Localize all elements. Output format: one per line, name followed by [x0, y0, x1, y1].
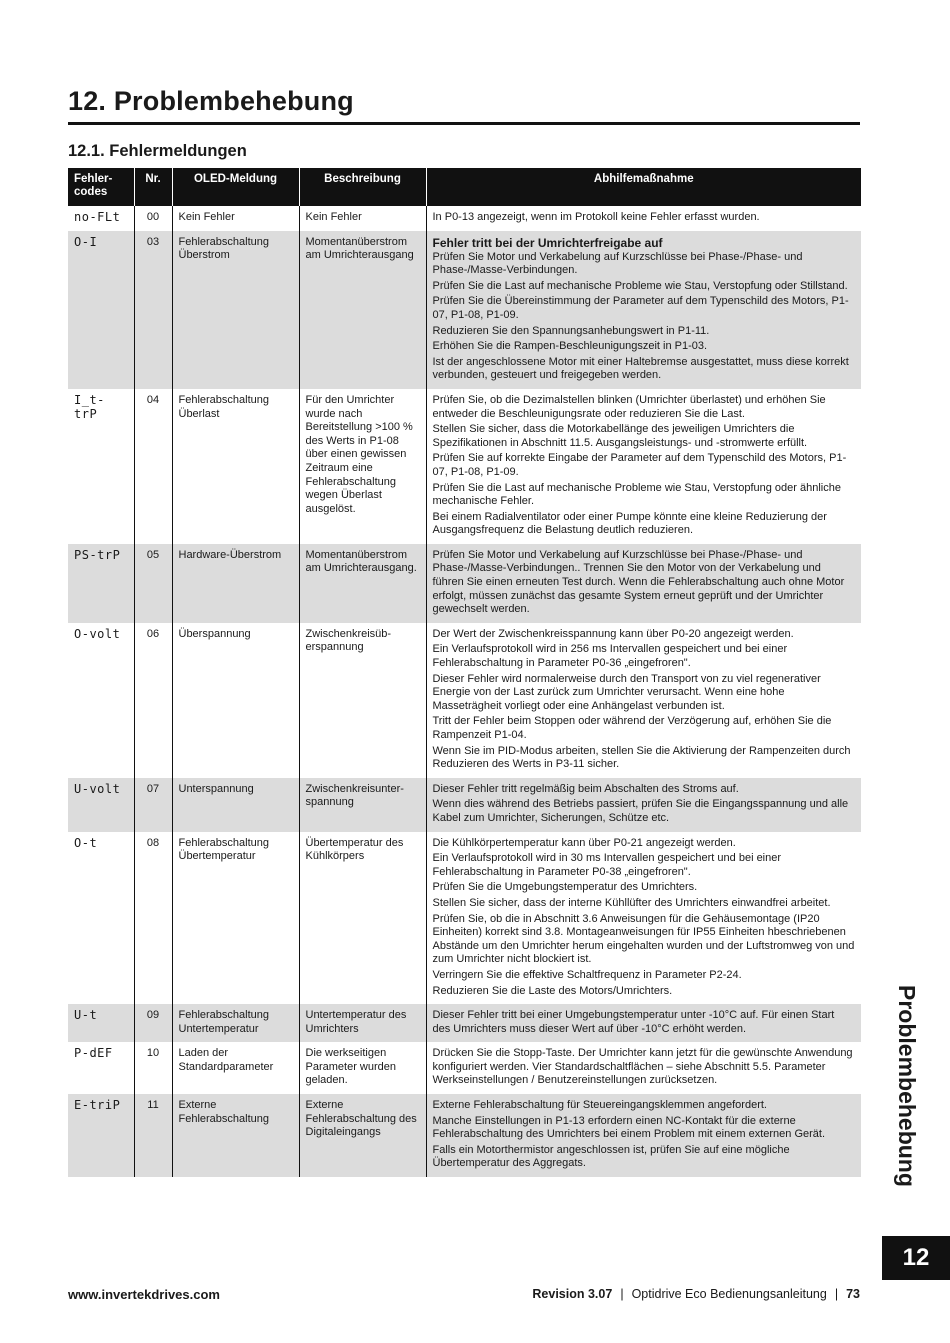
remedy-paragraph: Externe Fehlerabschaltung für Steuereingangsklemmen angefordert.	[432, 1099, 767, 1112]
fault-description: Kein Fehler	[299, 206, 426, 231]
fault-code: U-t	[68, 1004, 134, 1042]
fault-code: no-FLt	[68, 206, 134, 231]
header-nr: Nr.	[134, 168, 172, 206]
chapter-side-tab	[876, 985, 936, 1235]
remedy-paragraph: Stellen Sie sicher, dass der interne Kühllüfter des Umrichters einwandfrei arbeitet.	[432, 896, 831, 909]
remedy-paragraph: Wenn Sie im PID-Modus arbeiten, stellen Sie die Aktivierung der Rampenzeiten durch Reduzieren des Werts in P3-11 sicher.	[432, 744, 851, 771]
table-row	[68, 1004, 861, 1042]
fault-description: Momentanüberstrom am Umrichterausgang.	[299, 544, 426, 623]
table-row	[68, 544, 861, 623]
remedy-paragraph: Prüfen Sie, ob die in Abschnitt 3.6 Anweisungen für die Gehäusemontage (IP20 Einheiten) korrekt sind 3.8. Montageanweisungen für IP55 Einheiten hbeschriebenen Abstände um den Umrichter herum eingehalten wurden und der Luftstromweg von und zum Umrichter nicht blockiert ist.	[432, 912, 855, 966]
table-row	[68, 832, 861, 1005]
remedy-cell	[426, 1042, 861, 1094]
oled-message: Externe Fehlerabschaltung	[172, 1094, 299, 1177]
remedy-title: Fehler tritt bei der Umrichterfreigabe auf	[432, 235, 663, 250]
fault-number: 10	[134, 1042, 172, 1094]
fault-number: 03	[134, 231, 172, 389]
oled-message: Fehlerabschaltung Überlast	[172, 389, 299, 544]
oled-message: Überspannung	[172, 623, 299, 778]
fault-code: O-volt	[68, 623, 134, 778]
remedy-paragraph: Die Kühlkörpertemperatur kann über P0-21 angezeigt werden.	[432, 836, 736, 849]
remedy-paragraph: Stellen Sie sicher, dass die Motorkabellänge des jeweiligen Umrichters die Spezifikationen in Abschnitt 11.5. Ausgangsleistungs- und -stromwerte erfüllt.	[432, 423, 808, 449]
fault-code: P-dEF	[68, 1042, 134, 1094]
fault-code: O-t	[68, 832, 134, 1005]
oled-message: Unterspannung	[172, 778, 299, 832]
remedy-cell	[426, 544, 861, 623]
table-header	[68, 168, 861, 206]
header-remedy: Abhilfemaßnahme	[426, 168, 861, 206]
footer-website: www.invertekdrives.com	[68, 1287, 220, 1302]
page-title: 12. Problembehebung	[68, 86, 354, 116]
remedy-paragraph: Dieser Fehler tritt bei einer Umgebungstemperatur unter -10°C auf. Für einen Start des Umrichters muss dieser Wert auf über -10°C erhöht werden.	[432, 1009, 835, 1035]
table-row	[68, 206, 861, 231]
remedy-cell	[426, 832, 861, 1005]
remedy-paragraph: Prüfen Sie auf korrekte Eingabe der Parameter auf dem Typenschild des Motors, P1-07, P1-08, P1-09.	[432, 452, 847, 478]
section-heading: 12.1. Fehlermeldungen	[68, 142, 247, 160]
remedy-paragraph: In P0-13 angezeigt, wenn im Protokoll keine Fehler erfasst wurden.	[432, 211, 760, 223]
remedy-paragraph: Reduzieren Sie den Spannungsanhebungswert in P1-11.	[432, 324, 710, 337]
remedy-paragraph: Der Wert der Zwischenkreisspannung kann über P0-20 angezeigt werden.	[432, 627, 794, 640]
footer-info: Revision 3.07 | Optidrive Eco Bedienungsanleitung | 73	[532, 1287, 860, 1301]
fault-code: E-triP	[68, 1094, 134, 1177]
table-row	[68, 231, 861, 389]
fault-code: I_t-trP	[68, 389, 134, 544]
remedy-paragraph: Prüfen Sie Motor und Verkabelung auf Kurzschlüsse bei Phase-/Phase- und Phase-/Masse-Verbindungen.	[432, 250, 803, 277]
oled-message: Laden der Standardparameter	[172, 1042, 299, 1094]
remedy-cell	[426, 389, 861, 544]
remedy-paragraph: Dieser Fehler tritt regelmäßig beim Abschalten des Stroms auf.	[432, 782, 739, 795]
header-codes: Fehler-codes	[68, 168, 134, 206]
remedy-cell	[426, 778, 861, 832]
table-row	[68, 389, 861, 544]
remedy-paragraph: Tritt der Fehler beim Stoppen oder während der Verzögerung auf, erhöhen Sie die Rampenzeit P1-04.	[432, 715, 832, 741]
remedy-paragraph: Prüfen Sie die Umgebungstemperatur des Umrichters.	[432, 881, 698, 894]
remedy-paragraph: Prüfen Sie Motor und Verkabelung auf Kurzschlüsse bei Phase-/Phase- und Phase-/Masse-Verbindungen.. Trennen Sie den Motor von der Verkabelung und führen Sie einen erneuten Test durch. Wenn die Fehlerabschaltung auch ohne Motor erfolgt, müssen zunächst das gesamte System erneut geprüft und der Umrichter gewechselt werden.	[432, 548, 845, 616]
remedy-paragraph: Ist der angeschlossene Motor mit einer Haltebremse ausgestattet, muss diese korrekt verbunden, gesteuert und freigegeben werden.	[432, 355, 849, 382]
remedy-cell	[426, 1004, 861, 1042]
header-oled: OLED-Meldung	[172, 168, 299, 206]
fault-number: 06	[134, 623, 172, 778]
fault-description: Für den Umrichter wurde nach Bereitstellung >100 % des Werts in P1-08 über einen gewissen Zeitraum eine Fehlerabschaltung wegen Überlast ausgelöst.	[299, 389, 426, 544]
fault-number: 00	[134, 206, 172, 231]
oled-message: Fehlerabschaltung Untertemperatur	[172, 1004, 299, 1042]
fault-number: 05	[134, 544, 172, 623]
chapter-number-box: 12	[882, 1236, 950, 1280]
fault-code: PS-trP	[68, 544, 134, 623]
table-row	[68, 623, 861, 778]
table-row	[68, 778, 861, 832]
remedy-cell	[426, 1094, 861, 1177]
remedy-paragraph: Prüfen Sie die Last auf mechanische Probleme wie Stau, Verstopfung oder ähnliche mechanische Fehler.	[432, 481, 841, 508]
fault-number: 11	[134, 1094, 172, 1177]
remedy-paragraph: Manche Einstellungen in P1-13 erfordern einen NC-Kontakt für die externe Fehlerabschaltung des Umrichters bei einem Problem mit einem externen Gerät.	[432, 1114, 826, 1141]
title-rule	[68, 122, 860, 125]
remedy-paragraph: Dieser Fehler wird normalerweise durch den Transport von zu viel regenerativer Energie von der Last zurück zum Umrichter verursacht. Wenn eine hohe Masseträgheit vorliegt oder eine Anhängelast verbunden ist.	[432, 672, 821, 712]
remedy-paragraph: Prüfen Sie, ob die Dezimalstellen blinken (Umrichter überlastet) und erhöhen Sie entweder die Beschleunigungsrate oder reduzieren Sie die Last.	[432, 393, 826, 420]
oled-message: Fehlerabschaltung Überstrom	[172, 231, 299, 389]
remedy-paragraph: Ein Verlaufsprotokoll wird in 256 ms Intervallen gespeichert und bei einer Fehlerabschaltung in Parameter P0-36 „eingefroren".	[432, 643, 788, 670]
fault-description: Momentanüberstrom am Umrichterausgang	[299, 231, 426, 389]
fault-code: O-I	[68, 231, 134, 389]
remedy-paragraph: Bei einem Radialventilator oder einer Pumpe könnte eine kleine Reduzierung der Ausgangsfrequenz die Belastung deutlich reduzieren.	[432, 510, 827, 537]
footer-revision: Revision 3.07	[532, 1287, 613, 1301]
fault-table	[68, 168, 861, 1177]
remedy-paragraph: Ein Verlaufsprotokoll wird in 30 ms Intervallen gespeichert und bei einer Fehlerabschaltung in Parameter P0-38 „eingefroren".	[432, 852, 782, 878]
remedy-cell	[426, 206, 861, 231]
oled-message: Kein Fehler	[172, 206, 299, 231]
table-row	[68, 1094, 861, 1177]
remedy-paragraph: Falls ein Motorthermistor angeschlossen ist, prüfen Sie auf eine mögliche Übertemperatur des Aggregats.	[432, 1143, 790, 1170]
remedy-paragraph: Erhöhen Sie die Rampen-Beschleunigungszeit in P1-03.	[432, 340, 708, 353]
fault-code: U-volt	[68, 778, 134, 832]
fault-number: 04	[134, 389, 172, 544]
fault-description: Zwischenkreisüb-erspannung	[299, 623, 426, 778]
remedy-paragraph: Verringern Sie die effektive Schaltfrequenz in Parameter P2-24.	[432, 968, 742, 981]
fault-description: Externe Fehlerabschaltung des Digitaleingangs	[299, 1094, 426, 1177]
fault-number: 07	[134, 778, 172, 832]
table-row	[68, 1042, 861, 1094]
oled-message: Fehlerabschaltung Übertemperatur	[172, 832, 299, 1005]
fault-number: 09	[134, 1004, 172, 1042]
remedy-paragraph: Reduzieren Sie die Laste des Motors/Umrichters.	[432, 984, 673, 997]
fault-description: Zwischenkreisunter-spannung	[299, 778, 426, 832]
fault-number: 08	[134, 832, 172, 1005]
fault-description: Untertemperatur des Umrichters	[299, 1004, 426, 1042]
fault-description: Übertemperatur des Kühlkörpers	[299, 832, 426, 1005]
header-description: Beschreibung	[299, 168, 426, 206]
remedy-paragraph: Prüfen Sie die Last auf mechanische Probleme wie Stau, Verstopfung oder Stillstand.	[432, 279, 848, 292]
footer-page-number: 73	[846, 1287, 860, 1301]
fault-description: Die werkseitigen Parameter wurden geladen.	[299, 1042, 426, 1094]
footer-manual: Optidrive Eco Bedienungsanleitung	[631, 1287, 827, 1301]
remedy-cell	[426, 623, 861, 778]
remedy-paragraph: Prüfen Sie die Übereinstimmung der Parameter auf dem Typenschild des Motors, P1-07, P1-08, P1-09.	[432, 295, 849, 321]
oled-message: Hardware-Überstrom	[172, 544, 299, 623]
remedy-cell	[426, 231, 861, 389]
side-tab-label: Problembehebung	[894, 985, 920, 1187]
remedy-paragraph: Drücken Sie die Stopp-Taste. Der Umrichter kann jetzt für die gewünschte Anwendung konfiguriert werden. Vier Standardschaltflächen – siehe Abschnitt 5.5. Parameter Werkseinstellungen / Benutzereinstellungen zurücksetzen.	[432, 1047, 853, 1087]
remedy-paragraph: Wenn dies während des Betriebs passiert, prüfen Sie die Eingangsspannung und alle Kabel zum Umrichter, Sicherungen, Schütze etc.	[432, 798, 849, 824]
